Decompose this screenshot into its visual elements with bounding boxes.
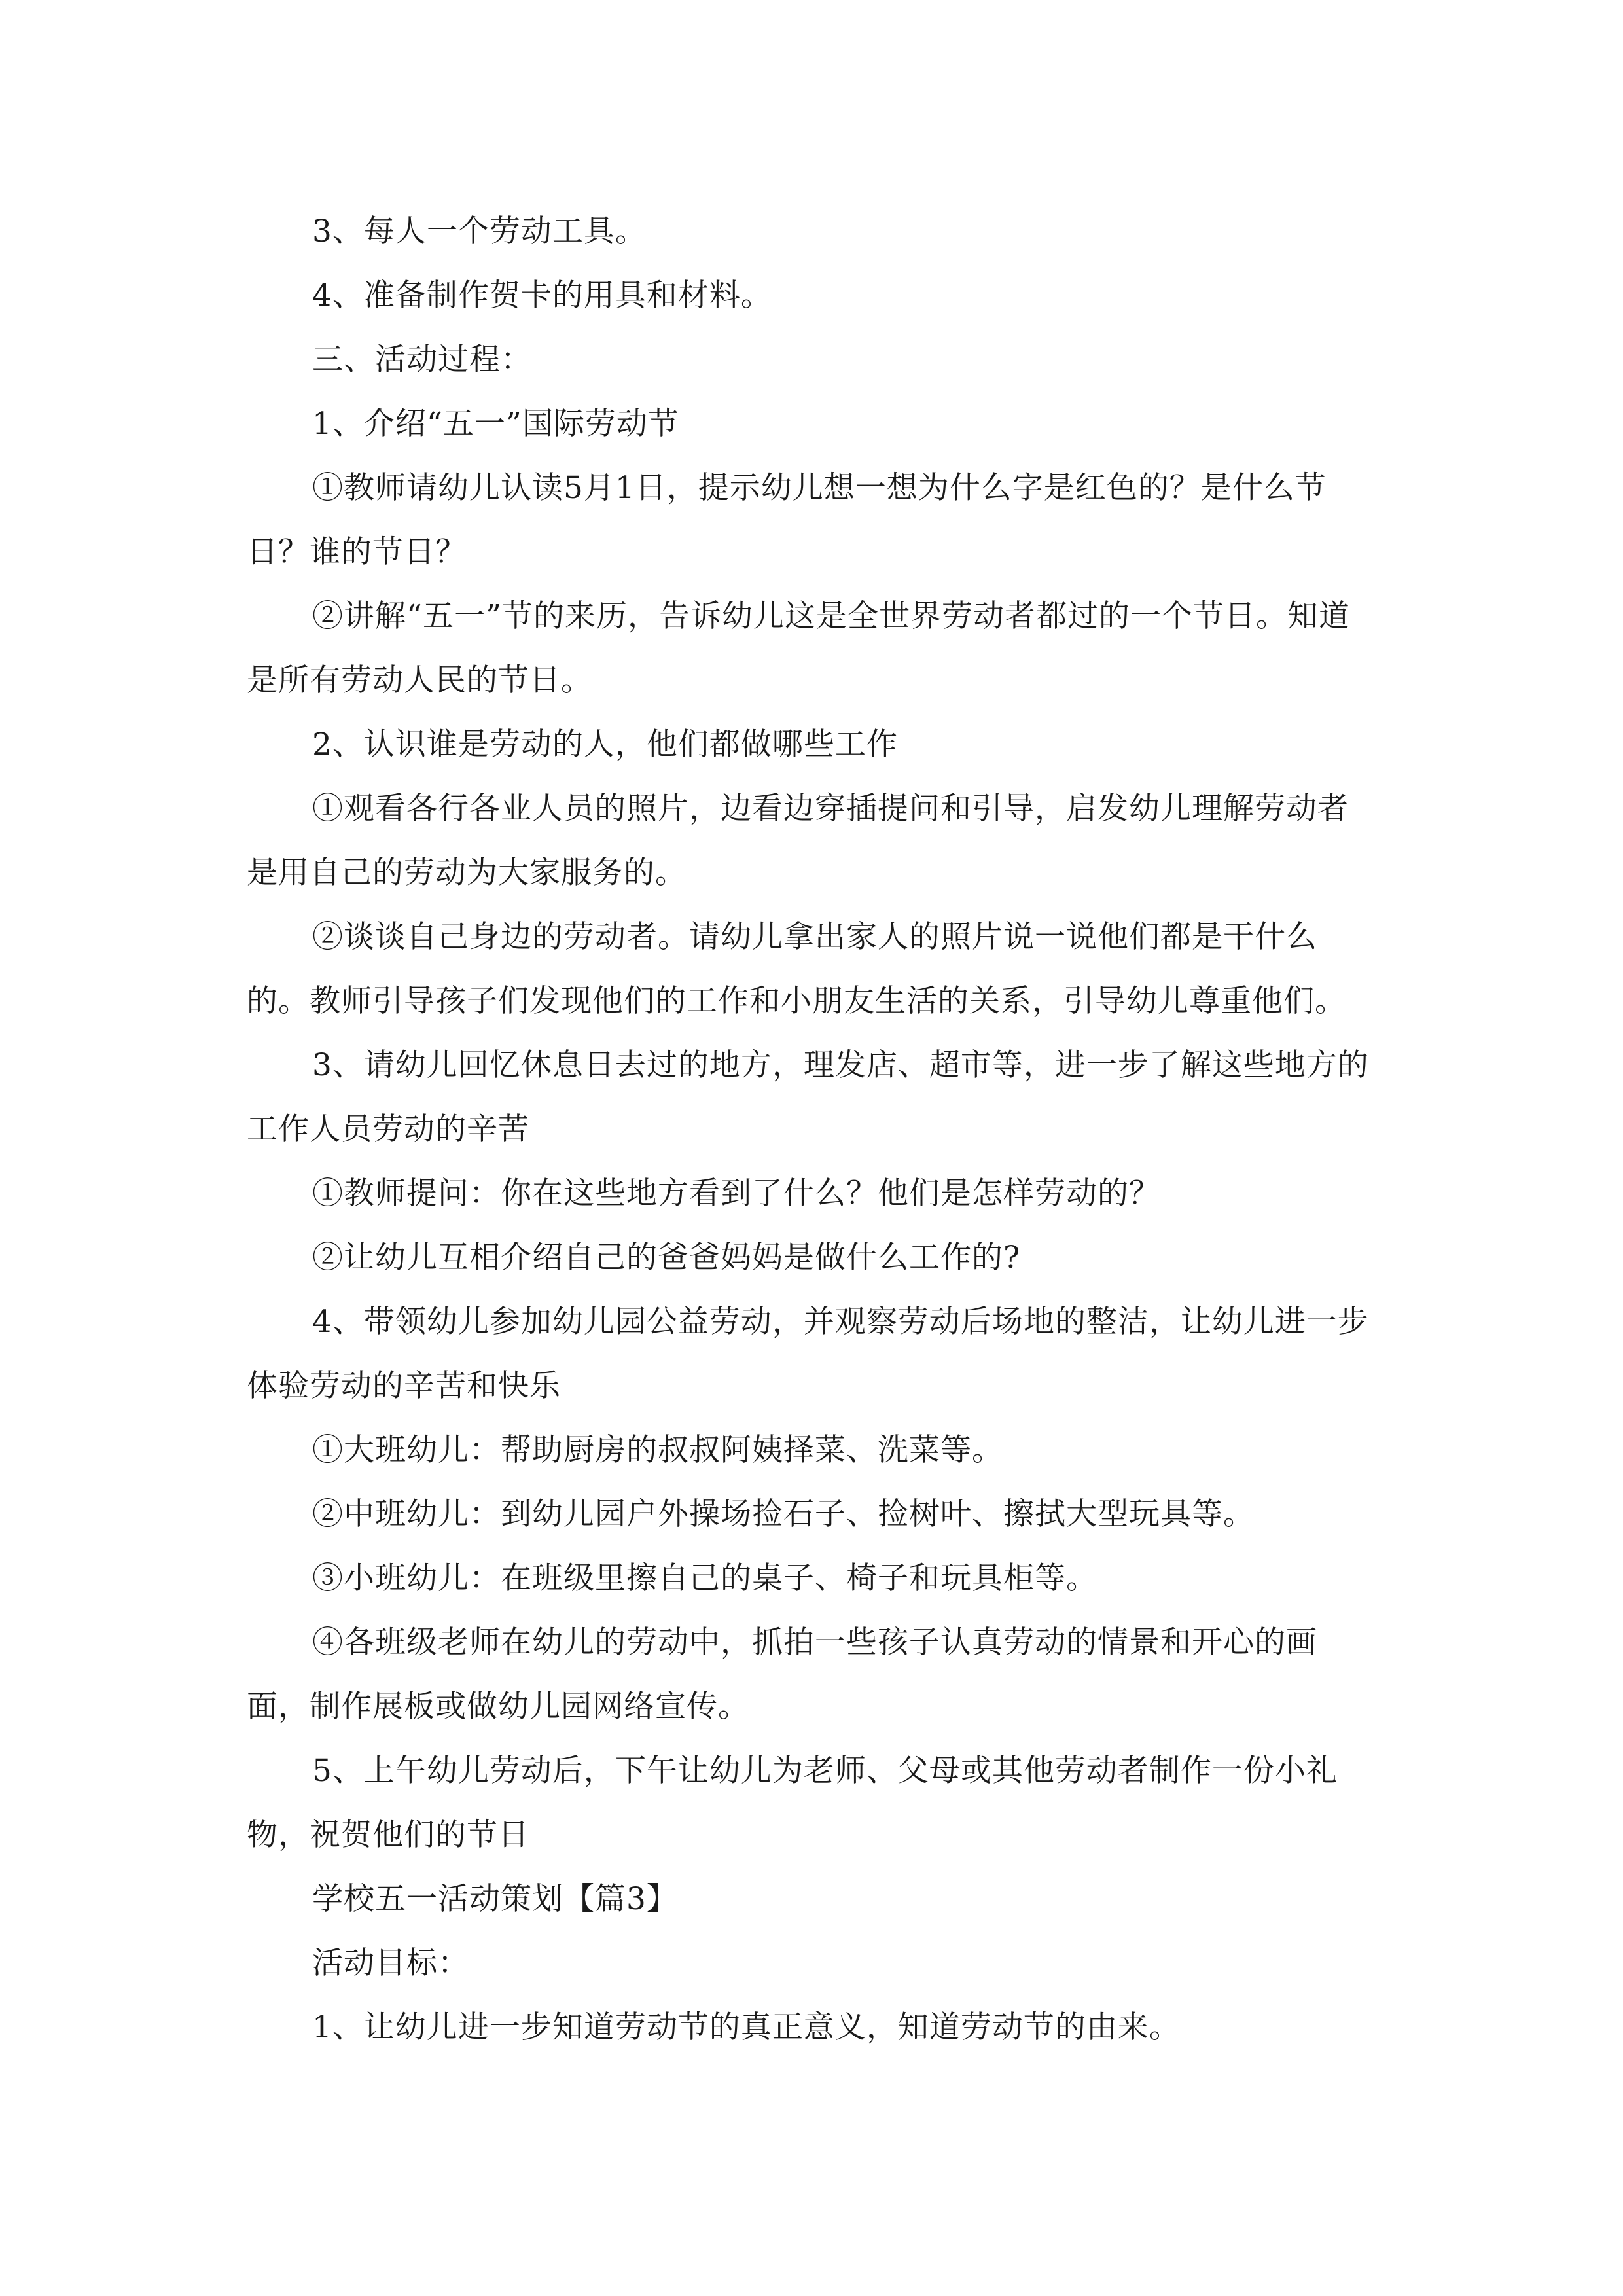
paragraph: ①教师请幼儿认读5月1日，提示幼儿想一想为什么字是红色的？是什么节日？谁的节日？	[247, 470, 1327, 570]
paragraph: ②谈谈自己身边的劳动者。请幼儿拿出家人的照片说一说他们都是干什么的。教师引导孩子们发现他们的工作和小朋友生活的关系，引导幼儿尊重他们。	[247, 919, 1346, 1019]
paragraph: 2、认识谁是劳动的人，他们都做哪些工作	[312, 726, 898, 762]
paragraph: 4、准备制作贺卡的用具和材料。	[312, 278, 772, 314]
paragraph: 1、让幼儿进一步知道劳动节的真正意义，知道劳动节的由来。	[312, 2009, 1181, 2045]
paragraph: ①观看各行各业人员的照片，边看边穿插提问和引导，启发幼儿理解劳动者是用自己的劳动为大家服务的。	[247, 791, 1349, 891]
paragraph: 3、每人一个劳动工具。	[312, 213, 647, 249]
paragraph: 5、上午幼儿劳动后，下午让幼儿为老师、父母或其他劳动者制作一份小礼物，祝贺他们的节日	[247, 1753, 1338, 1853]
section-heading: 活动目标：	[312, 1945, 469, 1981]
paragraph: ②中班幼儿：到幼儿园户外操场捡石子、捡树叶、擦拭大型玩具等。	[312, 1496, 1255, 1532]
paragraph: ②讲解“五一”节的来历，告诉幼儿这是全世界劳动者都过的一个节日。知道是所有劳动人民的节日。	[247, 598, 1351, 698]
paragraph: 1、介绍“五一”国际劳动节	[312, 406, 679, 442]
paragraph: ②让幼儿互相介绍自己的爸爸妈妈是做什么工作的?	[312, 1240, 1021, 1276]
article-title: 学校五一活动策划【篇3】	[312, 1881, 678, 1917]
paragraph: ①大班幼儿：帮助厨房的叔叔阿姨择菜、洗菜等。	[312, 1432, 1003, 1468]
paragraph: ③小班幼儿：在班级里擦自己的桌子、椅子和玩具柜等。	[312, 1560, 1097, 1596]
section-heading: 三、活动过程：	[312, 342, 532, 378]
paragraph: ④各班级老师在幼儿的劳动中，抓拍一些孩子认真劳动的情景和开心的画面，制作展板或做幼儿园网络宣传。	[247, 1624, 1317, 1725]
paragraph: 4、带领幼儿参加幼儿园公益劳动，并观察劳动后场地的整洁，让幼儿进一步体验劳动的辛苦和快乐	[247, 1304, 1369, 1404]
paragraph: 3、请幼儿回忆休息日去过的地方，理发店、超市等，进一步了解这些地方的工作人员劳动的辛苦	[247, 1047, 1369, 1147]
paragraph: ①教师提问：你在这些地方看到了什么？他们是怎样劳动的？	[312, 1175, 1160, 1211]
document-body	[247, 200, 1379, 2060]
